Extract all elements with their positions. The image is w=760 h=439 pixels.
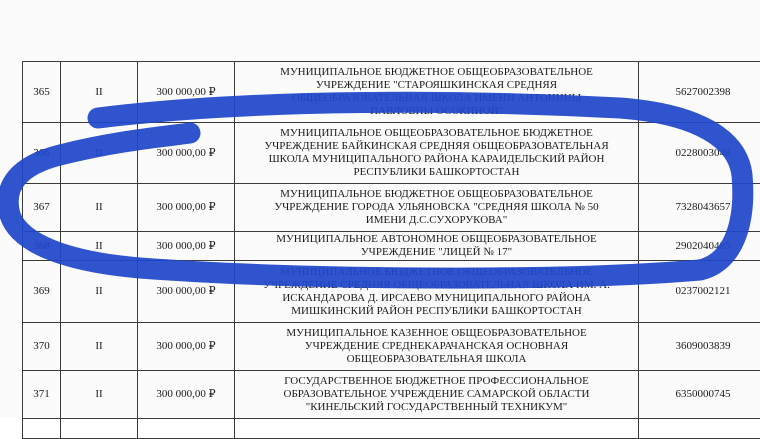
table-row [23, 261, 760, 323]
row-number: 371 [23, 371, 61, 419]
row-amount: 300 000,00 ₽ [138, 184, 235, 232]
row-category: II [61, 323, 138, 371]
row-organization-name [235, 62, 639, 123]
name-line: ОБЩЕОБРАЗОВАТЕЛЬНАЯ ШКОЛА ИМЕНИ АНТОНИНЫ [247, 92, 626, 105]
row-inn: 0237002121 [639, 261, 760, 323]
row-organization-name [235, 232, 639, 261]
row-category: II [61, 184, 138, 232]
table-row-partial [23, 419, 760, 439]
name-line: МИШКИНСКИЙ РАЙОН РЕСПУБЛИКИ БАШКОРТОСТАН [247, 305, 626, 318]
name-line: ИСКАНДАРОВА Д. ИРСАЕВО МУНИЦИПАЛЬНОГО РАЙОНА [247, 292, 626, 305]
table-row [23, 62, 760, 123]
name-line: УЧРЕЖДЕНИЕ ГОРОДА УЛЬЯНОВСКА "СРЕДНЯЯ ШКОЛА № 50 [247, 201, 626, 214]
row-inn: 5627002398 [639, 62, 760, 123]
row-inn: 6350000745 [639, 371, 760, 419]
row-inn: 3609003839 [639, 323, 760, 371]
name-line: МУНИЦИПАЛЬНОЕ БЮДЖЕТНОЕ ОБЩЕОБРАЗОВАТЕЛЬНОЕ [247, 66, 626, 79]
name-line: ОБРАЗОВАТЕЛЬНОЕ УЧРЕЖДЕНИЕ САМАРСКОЙ ОБЛАСТИ [247, 388, 626, 401]
row-amount: 300 000,00 ₽ [138, 261, 235, 323]
row-category: II [61, 232, 138, 261]
row-amount: 300 000,00 ₽ [138, 371, 235, 419]
row-amount: 300 000,00 ₽ [138, 123, 235, 184]
name-line: МУНИЦИПАЛЬНОЕ КАЗЕННОЕ ОБЩЕОБРАЗОВАТЕЛЬНОЕ [247, 327, 626, 340]
row-number: 369 [23, 261, 61, 323]
row-organization-name [235, 184, 639, 232]
name-line: ГОСУДАРСТВЕННОЕ БЮДЖЕТНОЕ ПРОФЕССИОНАЛЬНОЕ [247, 375, 626, 388]
table-row [23, 232, 760, 261]
row-number: 365 [23, 62, 61, 123]
name-line: УЧРЕЖДЕНИЕ СРЕДНЕКАРАЧАНСКАЯ ОСНОВНАЯ [247, 340, 626, 353]
row-category: II [61, 62, 138, 123]
row-inn: 2902040485 [639, 232, 760, 261]
row-organization-name [235, 261, 639, 323]
name-line: "КИНЕЛЬСКИЙ ГОСУДАРСТВЕННЫЙ ТЕХНИКУМ" [247, 401, 626, 414]
row-organization-name [235, 371, 639, 419]
row-inn: 0228003048 [639, 123, 760, 184]
row-amount: 300 000,00 ₽ [138, 62, 235, 123]
row-number: 368 [23, 232, 61, 261]
name-line: УЧРЕЖДЕНИЕ СРЕДНЯЯ ОБЩЕОБРАЗОВАТЕЛЬНАЯ ШКОЛА ИМ. А. [247, 279, 626, 292]
table-row [23, 184, 760, 232]
name-line: РЕСПУБЛИКИ БАШКОРТОСТАН [247, 166, 626, 179]
row-category: II [61, 261, 138, 323]
grant-recipients-table [22, 61, 760, 439]
table-row [23, 371, 760, 419]
row-organization-name [235, 323, 639, 371]
name-line: УЧРЕЖДЕНИЕ "СТАРОЯШКИНСКАЯ СРЕДНЯЯ [247, 79, 626, 92]
name-line: МУНИЦИПАЛЬНОЕ БЮДЖЕТНОЕ ОБЩЕОБРАЗОВАТЕЛЬНОЕ [247, 188, 626, 201]
name-line: МУНИЦИПАЛЬНОЕ БЮДЖЕТНОЕ ОБЩЕОБРАЗОВАТЕЛЬНОЕ [247, 266, 626, 279]
name-line: ОБЩЕОБРАЗОВАТЕЛЬНАЯ ШКОЛА [247, 353, 626, 366]
row-amount: 300 000,00 ₽ [138, 323, 235, 371]
row-number: 370 [23, 323, 61, 371]
name-line: ШКОЛА МУНИЦИПАЛЬНОГО РАЙОНА КАРАИДЕЛЬСКИЙ РАЙОН [247, 153, 626, 166]
row-organization-name [235, 123, 639, 184]
name-line: УЧРЕЖДЕНИЕ "ЛИЦЕЙ № 17" [247, 246, 626, 259]
name-line: ИМЕНИ Д.С.СУХОРУКОВА" [247, 214, 626, 227]
name-line: МУНИЦИПАЛЬНОЕ ОБЩЕОБРАЗОВАТЕЛЬНОЕ БЮДЖЕТНОЕ [247, 127, 626, 140]
row-category: II [61, 371, 138, 419]
name-line: МУНИЦИПАЛЬНОЕ АВТОНОМНОЕ ОБЩЕОБРАЗОВАТЕЛЬНОЕ [247, 233, 626, 246]
row-number: 367 [23, 184, 61, 232]
row-inn: 7328043657 [639, 184, 760, 232]
name-line: УЧРЕЖДЕНИЕ БАЙКИНСКАЯ СРЕДНЯЯ ОБЩЕОБРАЗОВАТЕЛЬНАЯ [247, 140, 626, 153]
table-row [23, 123, 760, 184]
table-row [23, 323, 760, 371]
name-line: ПАВЛОВНЫ ОСОКИНОЙ" [247, 105, 626, 118]
row-category: II [61, 123, 138, 184]
row-number: 366 [23, 123, 61, 184]
row-amount: 300 000,00 ₽ [138, 232, 235, 261]
